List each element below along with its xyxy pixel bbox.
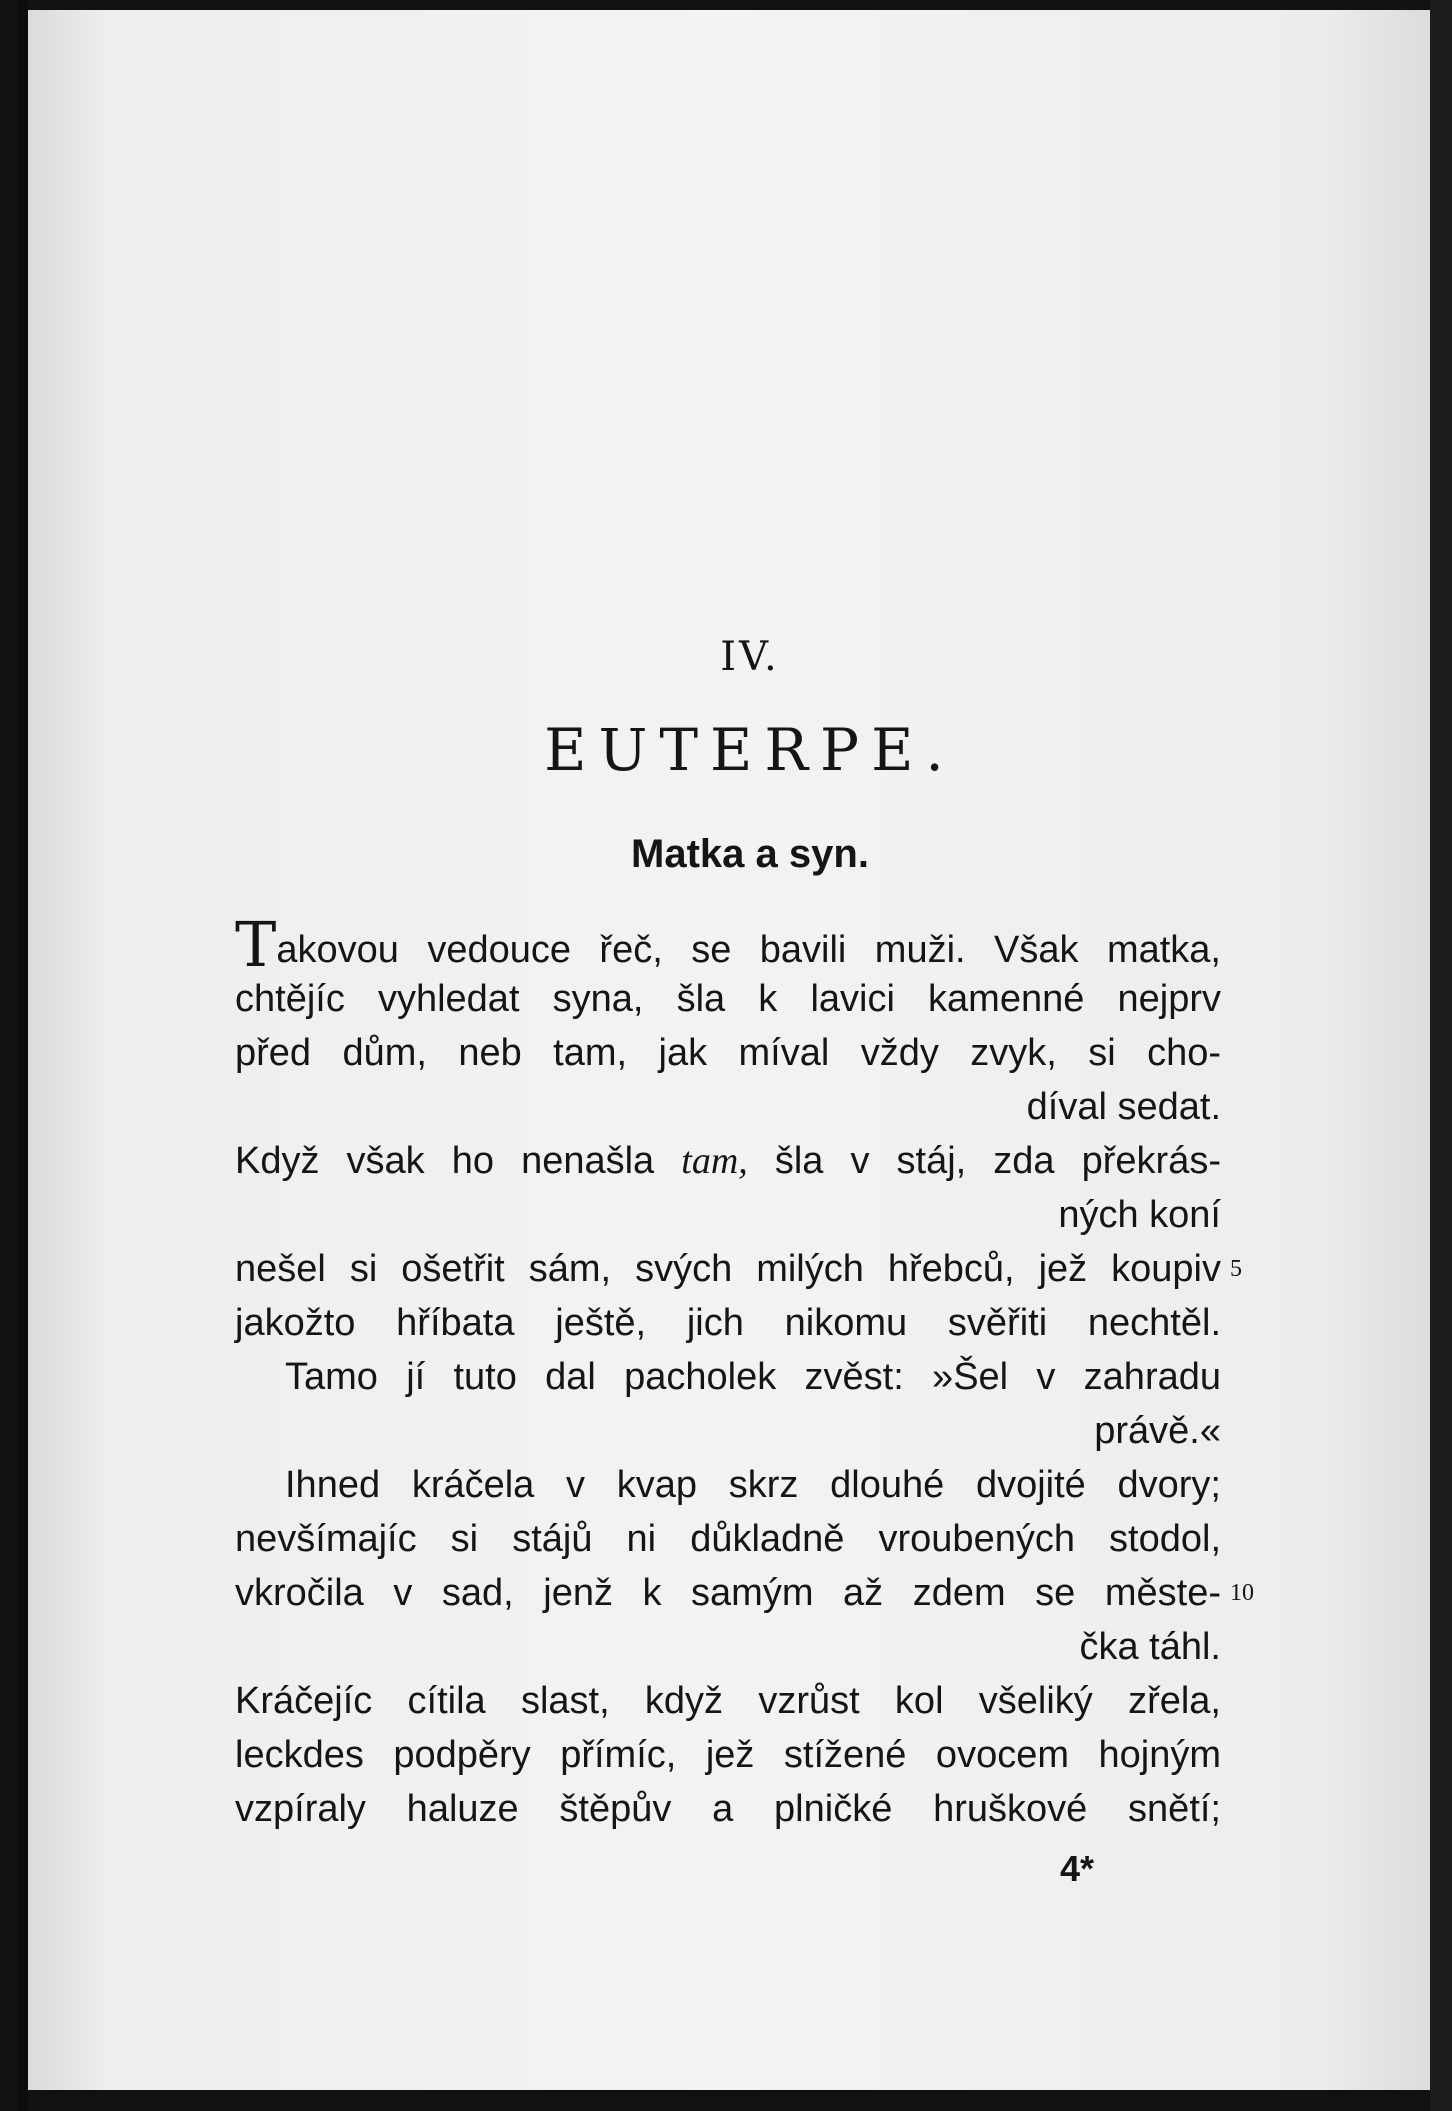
- line-number-5: 5: [1230, 1256, 1242, 1282]
- left-page-edge: [18, 0, 28, 2111]
- signature-mark: 4*: [1060, 1848, 1095, 1889]
- verse-line-10: právě.«: [1094, 1410, 1221, 1452]
- verse-text: šla v stáj, zda překrás-: [747, 1140, 1221, 1182]
- verse-text: Když však ho nenašla: [235, 1140, 682, 1182]
- verse-line-2: chtějíc vyhledat syna, šla k lavici kamenné nejprv: [235, 978, 1221, 1020]
- line-number-10: 10: [1230, 1580, 1254, 1606]
- right-page-edge: [1430, 0, 1452, 2111]
- verse-text: akovou vedouce řeč, se bavili muži. Však matka,: [276, 929, 1221, 971]
- verse-line-11: Ihned kráčela v kvap skrz dlouhé dvojité dvory;: [285, 1464, 1221, 1506]
- verse-line-13: vkročila v sad, jenž k samým až zdem se měste-: [235, 1572, 1221, 1614]
- chapter-subtitle: Matka a syn.: [631, 832, 869, 876]
- verse-line-15: Kráčejíc cítila slast, když vzrůst kol všeliký zřela,: [235, 1680, 1221, 1722]
- verse-line-17: vzpíraly haluze štěpův a plničké hruškové snětí;: [235, 1788, 1221, 1830]
- drop-cap: T: [235, 908, 277, 981]
- verse-line-3: před dům, neb tam, jak míval vždy zvyk, si cho-: [235, 1032, 1221, 1074]
- chapter-number: IV.: [720, 634, 780, 680]
- verse-line-6: ných koní: [1058, 1194, 1221, 1236]
- verse-line-4: díval sedat.: [1026, 1086, 1221, 1128]
- verse-line-5: [235, 1134, 1221, 1188]
- verse-line-7: nešel si ošetřit sám, svých milých hřebců, jež koupiv: [235, 1248, 1221, 1290]
- verse-line-1: [235, 908, 1221, 981]
- book-page: [220, 0, 1280, 2111]
- verse-line-16: leckdes podpěry přímíc, jež stížené ovocem hojným: [235, 1734, 1221, 1776]
- chapter-title: EUTERPE.: [544, 716, 956, 784]
- verse-line-8: jakožto hříbata ještě, jich nikomu svěřiti nechtěl.: [235, 1302, 1221, 1344]
- verse-line-9: Tamo jí tuto dal pacholek zvěst: »Šel v zahradu: [285, 1356, 1221, 1398]
- verse-line-12: nevšímajíc si stájů ni důkladně vroubených stodol,: [235, 1518, 1221, 1560]
- verse-line-14: čka táhl.: [1079, 1626, 1221, 1668]
- verse-italic: tam,: [681, 1140, 748, 1182]
